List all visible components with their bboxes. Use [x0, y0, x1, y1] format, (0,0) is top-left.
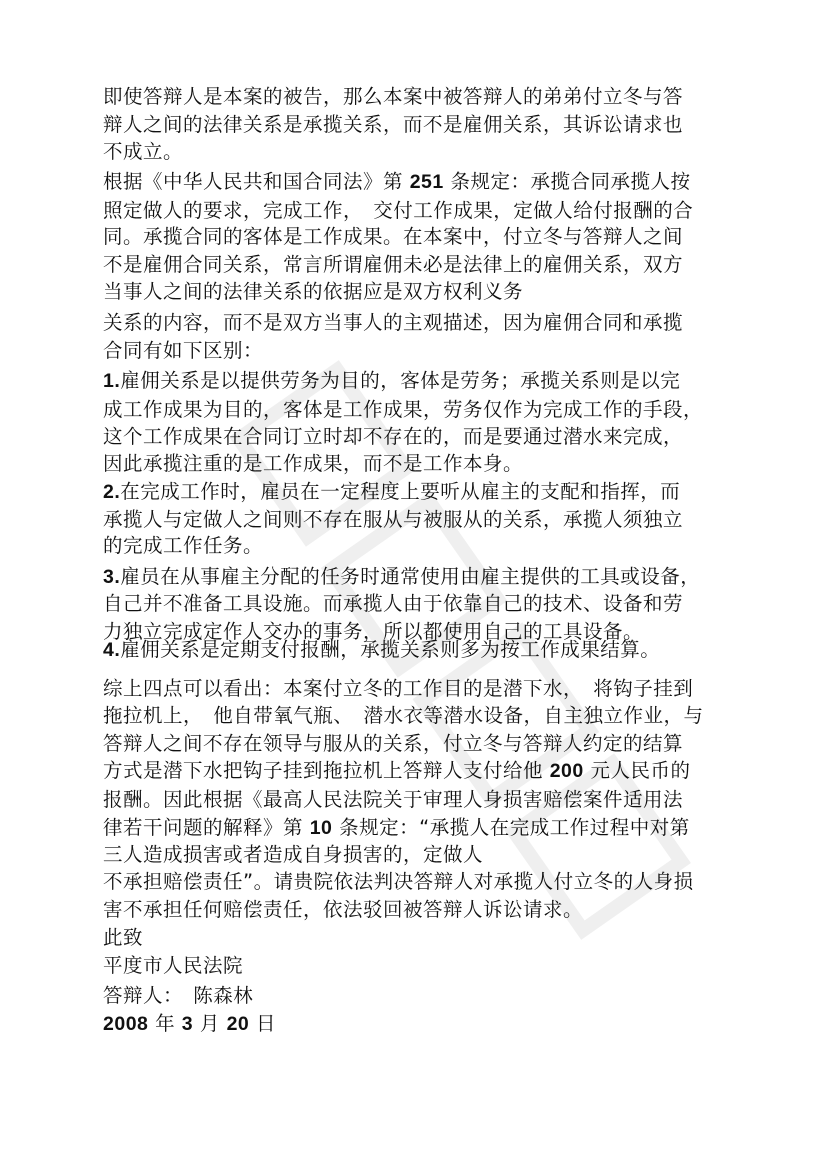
number-text: 3 [181, 1013, 194, 1035]
number-text: 20 [226, 1013, 250, 1035]
text-line: 这个工作成果在合同订立时却不存在的，而是要通过潜水来完成， [103, 425, 684, 448]
text-line: 即使答辩人是本案的被告，那么本案中被答辩人的弟弟付立冬与答 [103, 85, 684, 108]
text-line: 4.雇佣关系是定期支付报酬，承揽关系则多为按工作成果结算。 [103, 638, 661, 661]
text-line: 2008 年 3 月 20 日 [103, 1012, 276, 1035]
text-line: 此致 [103, 926, 144, 949]
text-line: 的完成工作任务。 [103, 534, 264, 557]
text-line: 答辩人： 陈森林 [103, 984, 254, 1007]
number-text: 200 [549, 760, 584, 782]
text-line: 2.在完成工作时，雇员在一定程度上要听从雇主的支配和指挥，而 [103, 480, 681, 503]
text-line: 当事人之间的法律关系的依据应是双方权利义务 [103, 280, 524, 303]
text-line: 律若干问题的解释》第 10 条规定：“承揽人在完成工作过程中对第 [103, 816, 690, 839]
text-line: 拖拉机上， 他自带氧气瓶、 潜水衣等潜水设备，自主独立作业，与 [103, 704, 704, 727]
text-line: 三人造成损害或者造成自身损害的，定做人 [103, 843, 484, 866]
number-text: 2. [103, 481, 121, 503]
text-line: 辩人之间的法律关系是承揽关系，而不是雇佣关系，其诉讼请求也 [103, 113, 684, 136]
text-line: 自己并不准备工具设施。而承揽人由于依靠自己的技术、设备和劳 [103, 592, 684, 615]
text-line: 承揽人与定做人之间则不存在服从与被服从的关系，承揽人须独立 [103, 508, 684, 531]
text-line: 平度市人民法院 [103, 954, 244, 977]
number-text: 4. [103, 639, 121, 661]
text-line: 照定做人的要求，完成工作， 交付工作成果，定做人给付报酬的合 [103, 199, 694, 222]
text-line: 成工作成果为目的，客体是工作成果，劳务仅作为完成工作的手段， [103, 398, 704, 421]
text-line: 根据《中华人民共和国合同法》第 251 条规定：承揽合同承揽人按 [103, 170, 691, 193]
text-line: 1.雇佣关系是以提供劳务为目的，客体是劳务；承揽关系则是以完 [103, 369, 681, 392]
text-line: 力独立完成定作人交办的事务，所以都使用自己的工具设备。 [103, 620, 644, 643]
text-line: 报酬。因此根据《最高人民法院关于审理人身损害赔偿案件适用法 [103, 788, 684, 811]
number-text: 2008 [103, 1013, 149, 1035]
text-line: 方式是潜下水把钩子挂到拖拉机上答辩人支付给他 200 元人民币的 [103, 759, 691, 782]
text-line: 不是雇佣合同关系，常言所谓雇佣未必是法律上的雇佣关系，双方 [103, 253, 684, 276]
text-line: 关系的内容，而不是双方当事人的主观描述，因为雇佣合同和承揽 [103, 311, 684, 334]
number-text: 3. [103, 566, 121, 588]
number-text: 1. [103, 370, 121, 392]
text-line: 答辩人之间不存在领导与服从的关系，付立冬与答辩人约定的结算 [103, 732, 684, 755]
text-line: 3.雇员在从事雇主分配的任务时通常使用由雇主提供的工具或设备， [103, 565, 701, 588]
text-line: 合同有如下区别： [103, 339, 264, 362]
text-line: 同。承揽合同的客体是工作成果。在本案中，付立冬与答辩人之间 [103, 225, 684, 248]
text-line: 不成立。 [103, 140, 184, 163]
text-line: 害不承担任何赔偿责任，依法驳回被答辩人诉讼请求。 [103, 898, 584, 921]
text-line: 综上四点可以看出：本案付立冬的工作目的是潜下水， 将钩子挂到 [103, 677, 694, 700]
text-line: 不承担赔偿责任”。请贵院依法判决答辩人对承揽人付立冬的人身损 [103, 870, 694, 893]
number-text: 251 [409, 171, 444, 193]
number-text: 10 [309, 817, 333, 839]
text-line: 因此承揽注重的是工作成果，而不是工作本身。 [103, 452, 524, 475]
